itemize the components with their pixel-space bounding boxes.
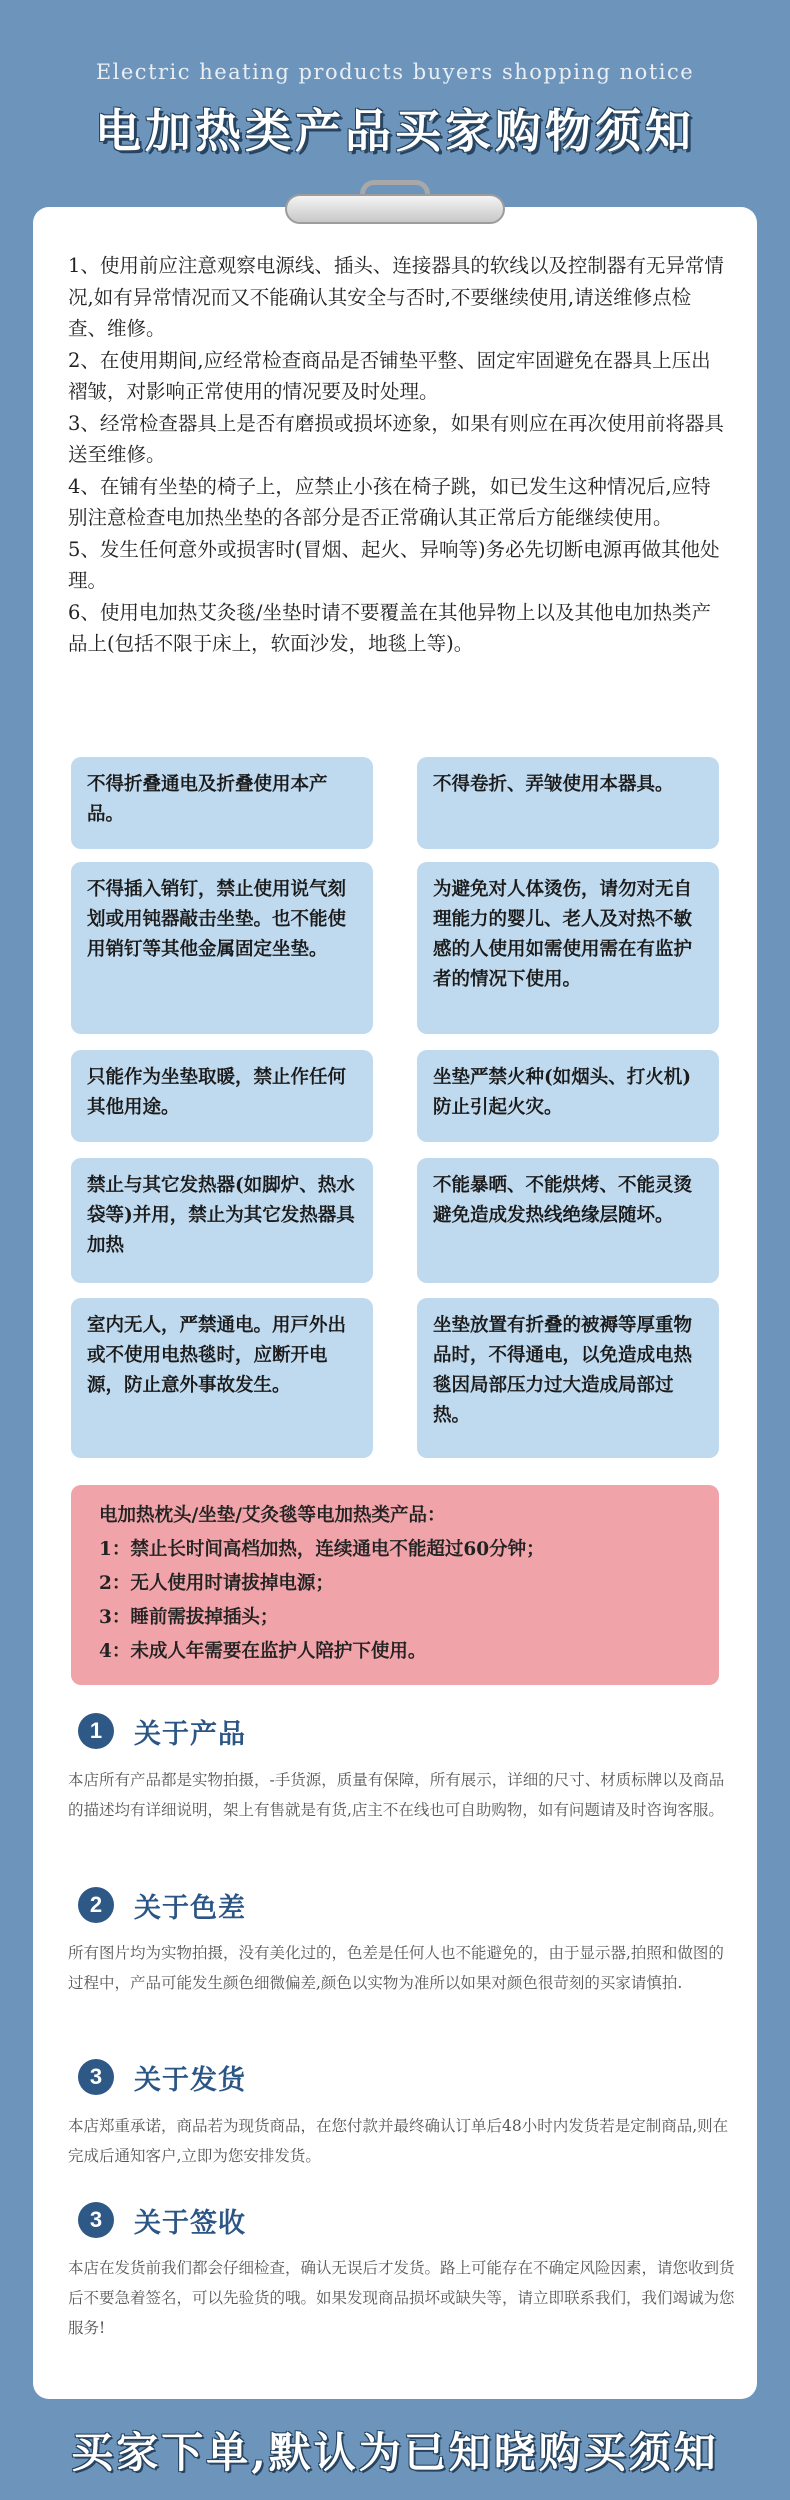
section-header-receipt [78,2200,246,2240]
rule-item: 5、发生任何意外或损害时(冒烟、起火、异响等)务必先切断电源再做其他处理。 [68,537,720,592]
rule-item: 2、在使用期间,应经常检查商品是否铺垫平整、固定牢固避免在器具上压出褶皱，对影响正常使用的情况要及时处理。 [68,348,711,403]
warning-item: 1：禁止长时间高档加热，连续通电不能超过60分钟； [99,1539,545,1560]
rule-item: 6、使用电加热艾灸毯/坐垫时请不要覆盖在其他异物上以及其他电加热类产品上(包括不限于床上，软面沙发，地毯上等)。 [68,600,711,655]
section-body: 本店所有产品都是实物拍摄，-手货源，质量有保障，所有展示，详细的尺寸、材质标牌以及商品的描述均有详细说明，架上有售就是有货,店主不在线也可自助购物，如有问题请及时咨询客服。 [68,1771,725,1819]
section-body: 本店郑重承诺，商品若为现货商品，在您付款并最终确认订单后48小时内发货若是定制商品,则在完成后通知客户,立即为您安排发货。 [68,2117,729,2165]
warning-item: 3：睡前需拔掉插头； [99,1607,279,1628]
tip-box: 不能暴晒、不能烘烤、不能灵烫避免造成发热线绝缘层随坏。 [417,1158,719,1283]
clipboard-clip-icon [285,180,505,228]
warning-title: 电加热枕头/坐垫/艾灸毯等电加热类产品： [99,1505,446,1526]
rule-item: 3、经常检查器具上是否有磨损或损坏迹象，如果有则应在再次使用前将器具送至维修。 [68,411,724,466]
section-header-color [78,1885,246,1925]
rule-item: 4、在铺有坐垫的椅子上，应禁止小孩在椅子跳，如已发生这种情况后,应特别注意检查电加热坐垫的各部分是否正常确认其正常后方能继续使用。 [68,474,711,529]
tip-box: 不得卷折、弄皱使用本器具。 [417,757,719,849]
warning-box [71,1485,719,1685]
section-number-badge: 1 [78,1713,114,1749]
tip-box: 只能作为坐垫取暖，禁止作任何其他用途。 [71,1050,373,1142]
section-number-badge: 3 [78,2059,114,2095]
section-title: 关于产品 [134,1718,246,1750]
tip-box: 坐垫严禁火种(如烟头、打火机)防止引起火灾。 [417,1050,719,1142]
section-body: 所有图片均为实物拍摄，没有美化过的，色差是任何人也不能避免的，由于显示器,拍照和做图的过程中，产品可能发生颜色细微偏差,颜色以实物为准所以如果对颜色很苛刻的买家请慎拍. [68,1944,724,1992]
tip-box: 禁止与其它发热器(如脚炉、热水袋等)并用，禁止为其它发热器具加热 [71,1158,373,1283]
section-header-shipping [78,2057,246,2097]
header-subtitle: Electric heating products buyers shopping notice [95,60,695,84]
footer-notice: 买家下单,默认为已知晓购买须知 [71,2428,719,2477]
tip-box: 不得折叠通电及折叠使用本产品。 [71,757,373,849]
tip-box: 不得插入销钉，禁止使用说气刻划或用钝器敲击坐垫。也不能使用销钉等其他金属固定坐垫。 [71,862,373,1034]
tip-box: 室内无人，严禁通电。用戸外出或不使用电热毯时，应断开电源，防止意外事故发生。 [71,1298,373,1458]
section-title: 关于发货 [134,2064,246,2096]
usage-rules [68,250,730,660]
section-number-badge: 3 [78,2202,114,2238]
section-title: 关于签收 [134,2207,246,2239]
section-body: 本店在发货前我们都会仔细检查，确认无误后才发货。路上可能存在不确定风险因素，请您收到货后不要急着签名，可以先验货的哦。如果发现商品损坏或缺失等，请立即联系我们，我们竭诚为您服务! [68,2259,735,2337]
section-header-product [78,1711,246,1751]
page-title: 电加热类产品买家购物须知 [95,104,695,158]
tip-box: 为避免对人体烫伤，请勿对无自理能力的婴儿、老人及对热不敏感的人使用如需使用需在有监护者的情况下使用。 [417,862,719,1034]
rule-item: 1、使用前应注意观察电源线、插头、连接器具的软线以及控制器有无异常情况,如有异常情况而又不能确认其安全与否时,不要继续使用,请送维修点检查、维修。 [68,254,724,340]
section-title: 关于色差 [134,1892,246,1924]
tip-box: 坐垫放置有折叠的被褥等厚重物品时，不得通电，以免造成电热毯因局部压力过大造成局部过热。 [417,1298,719,1458]
warning-item: 2：无人使用时请拔掉电源； [99,1573,334,1594]
warning-item: 4：未成人年需要在监护人陪护下使用。 [99,1641,427,1662]
section-number-badge: 2 [78,1887,114,1923]
